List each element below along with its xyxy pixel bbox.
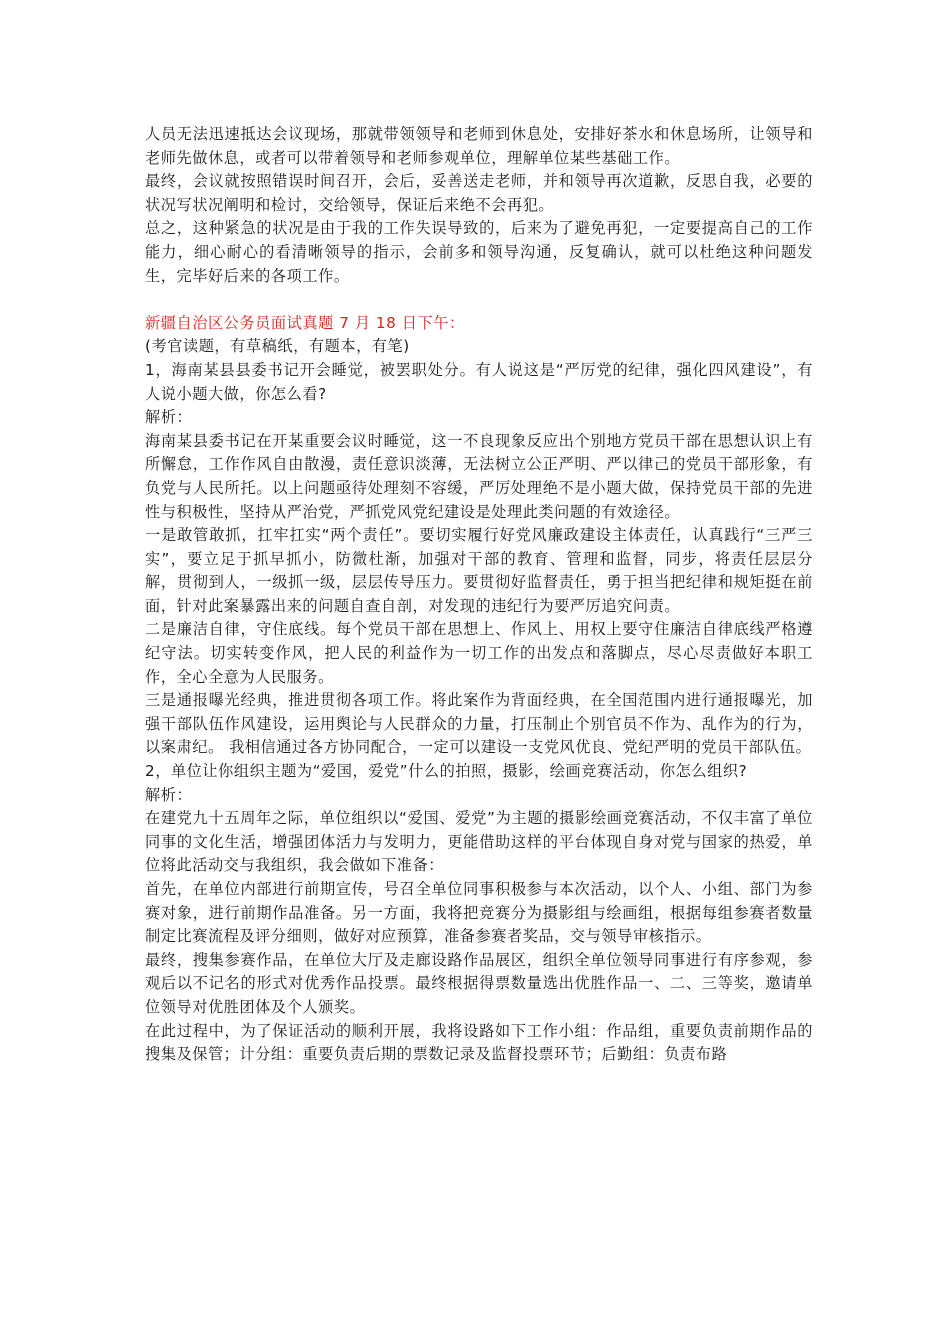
question-2: 2，单位让你组织主题为“爱国，爱党”什么的拍照，摄影，绘画竞赛活动，你怎么组织?: [145, 762, 748, 781]
analysis-label: 解析：: [145, 408, 193, 427]
paragraph: 一是敢管敢抓，扛牢扛实“两个责任”。要切实履行好党风廉政建设主体责任，认真践行“三严三实”，要立足于抓早抓小，防微杜渐，加强对干部的教育、管理和监督，同步，将责任层层分解，贯彻到人，一级抓一级，层层传导压力。要贯彻好监督责任，勇于担当把纪律和规矩挺在前面，针对此案暴露出来的问题自查自剖，对发现的违纪行为要严厉追究问责。: [145, 526, 813, 615]
paragraph: 最终，会议就按照错误时间召开，会后，妥善送走老师，并和领导再次道歉，反思自我，必要的状况写状况阐明和检讨，交给领导，保证后来绝不会再犯。: [145, 172, 813, 214]
paragraph: 二是廉洁自律，守住底线。每个党员干部在思想上、作风上、用权上要守住廉洁自律底线严格遵纪守法。切实转变作风，把人民的利益作为一切工作的出发点和落脚点，尽心尽责做好本职工作，全心全意为人民服务。: [145, 620, 813, 686]
paragraph: 海南某县委书记在开某重要会议时睡觉，这一不良现象反应出个别地方党员干部在思想认识上有所懈怠，工作作风自由散漫，责任意识淡薄，无法树立公正严明、严以律己的党员干部形象，有负党与人民所托。以上问题亟待处理刻不容缓，严厉处理绝不是小题大做，保持党员干部的先进性与积极性，坚持从严治党，严抓党风党纪建设是处理此类问题的有效途径。: [145, 431, 813, 521]
document-page: [145, 123, 813, 1067]
blank-line: [145, 288, 813, 312]
paragraph: 人员无法迅速抵达会议现场，那就带领领导和老师到休息处，安排好茶水和休息场所，让领导和老师先做休息，或者可以带着领导和老师参观单位，理解单位某些基础工作。: [145, 125, 813, 167]
paragraph: 最终，搜集参赛作品，在单位大厅及走廊设路作品展区，组织全单位领导同事进行有序参观，参观后以不记名的形式对优秀作品投票。最终根据得票数量选出优胜作品一、二、三等奖，邀请单位领导对优胜团体及个人颁奖。: [145, 950, 813, 1016]
paragraph: 首先，在单位内部进行前期宣传，号召全单位同事积极参与本次活动，以个人、小组、部门为参赛对象，进行前期作品准备。另一方面，我将把竞赛分为摄影组与绘画组，根据每组参赛者数量制定比赛流程及评分细则，做好对应预算，准备参赛者奖品，交与领导审核指示。: [145, 880, 813, 946]
paragraph: 三是通报曝光经典，推进贯彻各项工作。将此案作为背面经典，在全国范围内进行通报曝光，加强干部队伍作风建设，运用舆论与人民群众的力量，打压制止个别官员不作为、乱作为的行为，以案肃纪。 我相信通过各方协同配合，一定可以建设一支党风优良、党纪严明的党员干部队伍。: [145, 691, 813, 757]
section-heading: 新疆自治区公务员面试真题 7 月 18 日下午：: [145, 313, 465, 332]
exam-note: (考官读题，有草稿纸，有题本，有笔): [145, 337, 410, 356]
paragraph: 在建党九十五周年之际，单位组织以“爱国、爱党”为主题的摄影绘画竞赛活动，不仅丰富了单位同事的文化生活，增强团体活力与发明力，更能借助这样的平台体现自身对党与国家的热爱，单位将此活动交与我组织，我会做如下准备：: [145, 809, 813, 875]
question-1: 1，海南某县县委书记开会睡觉，被罢职处分。有人说这是“严厉党的纪律，强化四风建设”，有人说小题大做，你怎么看?: [145, 360, 813, 403]
paragraph: 在此过程中，为了保证活动的顺利开展，我将设路如下工作小组：作品组，重要负责前期作品的搜集及保管；计分组：重要负责后期的票数记录及监督投票环节；后勤组：负责布路: [145, 1021, 813, 1064]
analysis-label: 解析：: [145, 785, 193, 804]
paragraph: 总之，这种紧急的状况是由于我的工作失误导致的，后来为了避免再犯，一定要提高自己的工作能力，细心耐心的看清晰领导的指示，会前多和领导沟通，反复确认，就可以杜绝这种问题发生，完毕好后来的各项工作。: [145, 219, 813, 285]
